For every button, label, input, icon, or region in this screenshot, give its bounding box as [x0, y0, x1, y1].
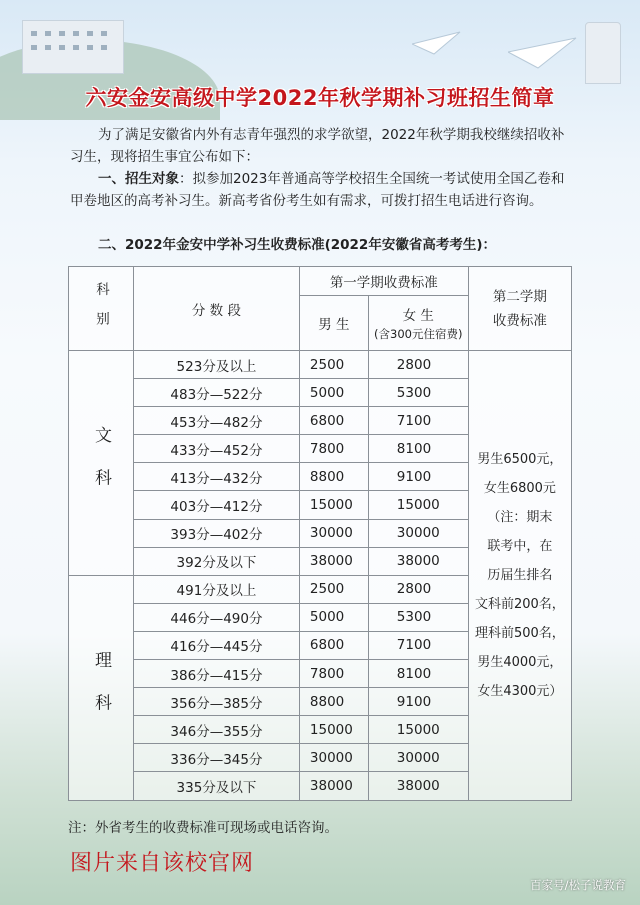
score-cell: 356分—385分 — [134, 688, 300, 716]
male-cell: 5000 — [299, 603, 368, 631]
paper-plane-icon — [508, 36, 578, 70]
section-text: ：拟参加2023年普通高等学校招生全国统一考试使用全国乙卷和甲卷地区的高考补习生。新高考省份考生如有需求，可拨打招生电话进行咨询。 — [70, 171, 565, 209]
header-semester2: 第二学期 收费标准 — [468, 267, 571, 351]
section-heading: 一、招生对象 — [98, 171, 179, 187]
score-cell: 392分及以下 — [134, 547, 300, 575]
semester2-line: 理科前500名， — [474, 625, 565, 641]
header-semester1: 第一学期收费标准 — [299, 267, 468, 296]
footnote: 注：外省考生的收费标准可现场或电话咨询。 — [68, 820, 338, 836]
male-cell: 8800 — [299, 463, 368, 491]
semester2-fee-cell — [468, 351, 571, 801]
source-caption: 图片来自该校官网 — [70, 851, 255, 876]
semester2-line: 女生4300元） — [477, 683, 563, 699]
score-cell: 413分—432分 — [134, 463, 300, 491]
semester2-line: （注：期末 — [487, 509, 553, 525]
school-building-image — [22, 20, 124, 74]
female-cell: 2800 — [368, 575, 468, 603]
male-cell: 6800 — [299, 407, 368, 435]
female-cell: 15000 — [368, 491, 468, 519]
score-cell: 446分—490分 — [134, 603, 300, 631]
semester2-line: 女生6800元 — [483, 480, 556, 496]
female-cell: 9100 — [368, 463, 468, 491]
header-male: 男 生 — [299, 296, 368, 351]
semester2-line: 男生4000元， — [477, 654, 563, 670]
female-cell: 15000 — [368, 716, 468, 744]
female-cell: 2800 — [368, 351, 468, 379]
score-cell: 346分—355分 — [134, 716, 300, 744]
section-fee-heading: 二、2022年金安中学补习生收费标准(2022年安徽省高考考生)： — [98, 237, 496, 253]
female-cell: 5300 — [368, 603, 468, 631]
science-subject-cell: 理 科 — [69, 575, 134, 800]
male-cell: 15000 — [299, 491, 368, 519]
arts-subject-cell: 文 科 — [69, 351, 134, 576]
paper-plane-icon — [412, 30, 462, 56]
male-cell: 38000 — [299, 772, 368, 800]
page-title: 六安金安高级中学2022年秋学期补习班招生简章 — [85, 86, 555, 110]
female-cell: 8100 — [368, 435, 468, 463]
intro-paragraph: 为了满足安徽省内外有志青年强烈的求学欲望，2022年秋学期我校继续招收补习生，现将招生事宜公布如下： — [70, 127, 565, 165]
male-cell: 2500 — [299, 351, 368, 379]
score-cell: 335分及以下 — [134, 772, 300, 800]
male-cell: 38000 — [299, 547, 368, 575]
score-cell: 453分—482分 — [134, 407, 300, 435]
table-row — [69, 351, 572, 379]
score-cell: 523分及以上 — [134, 351, 300, 379]
female-cell: 7100 — [368, 407, 468, 435]
male-cell: 15000 — [299, 716, 368, 744]
semester2-line: 文科前200名， — [474, 596, 565, 612]
score-cell: 386分—415分 — [134, 660, 300, 688]
female-cell: 8100 — [368, 660, 468, 688]
section-admission-target — [70, 168, 570, 212]
female-cell: 38000 — [368, 772, 468, 800]
header-female: 女 生 (含300元住宿费) — [368, 296, 468, 351]
score-cell: 393分—402分 — [134, 519, 300, 547]
male-cell: 7800 — [299, 435, 368, 463]
female-cell: 7100 — [368, 631, 468, 659]
male-cell: 30000 — [299, 519, 368, 547]
score-cell: 483分—522分 — [134, 379, 300, 407]
semester2-line: 男生6500元， — [477, 451, 563, 467]
male-cell: 5000 — [299, 379, 368, 407]
female-cell: 30000 — [368, 519, 468, 547]
fee-table — [68, 266, 572, 801]
score-cell: 416分—445分 — [134, 631, 300, 659]
male-cell: 8800 — [299, 688, 368, 716]
score-cell: 336分—345分 — [134, 744, 300, 772]
female-cell: 5300 — [368, 379, 468, 407]
female-cell: 30000 — [368, 744, 468, 772]
female-cell: 9100 — [368, 688, 468, 716]
semester2-line: 历届生排名 — [487, 567, 553, 583]
tower-image — [585, 22, 621, 84]
score-cell: 403分—412分 — [134, 491, 300, 519]
header-subject: 科 别 — [69, 267, 134, 351]
semester2-line: 联考中，在 — [487, 538, 553, 554]
male-cell: 7800 — [299, 660, 368, 688]
female-cell: 38000 — [368, 547, 468, 575]
male-cell: 2500 — [299, 575, 368, 603]
watermark: 百家号/松子说教育 — [530, 878, 626, 892]
score-cell: 433分—452分 — [134, 435, 300, 463]
male-cell: 6800 — [299, 631, 368, 659]
score-cell: 491分及以上 — [134, 575, 300, 603]
male-cell: 30000 — [299, 744, 368, 772]
header-score-range: 分 数 段 — [134, 267, 300, 351]
